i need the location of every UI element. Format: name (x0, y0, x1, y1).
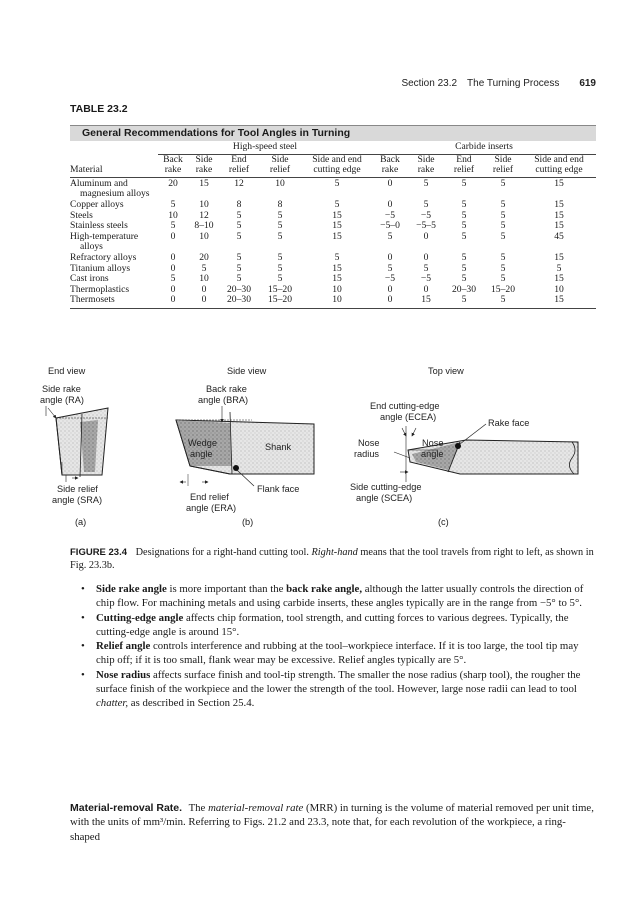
wedge-angle-label: Wedge (188, 438, 217, 448)
table-cell: 0 (170, 283, 176, 295)
col-header-top: Side (195, 153, 213, 165)
shank-label: Shank (265, 442, 292, 452)
col-header-bottom: rake (158, 165, 188, 177)
table-cell: −5 (420, 209, 432, 221)
table-cell: −5–5 (416, 220, 436, 232)
table-cell: 15 (408, 295, 444, 308)
flank-face-label: Flank face (257, 484, 300, 494)
material-name: Refractory alloys (70, 251, 137, 263)
material-cell (70, 232, 158, 253)
table-row (70, 232, 596, 253)
table-cell: 5 (170, 273, 176, 285)
material-name: Thermoplastics (70, 283, 130, 295)
table-cell: 12 (234, 177, 244, 189)
table-cell: 10 (302, 295, 372, 308)
col-header-top: Back (163, 153, 183, 165)
table-cell: 20–30 (220, 295, 258, 308)
table-cell: 15 (332, 209, 342, 221)
table-cell: 15 (332, 262, 342, 274)
bullet-term: Relief angle (96, 640, 151, 653)
col-header-bottom: cutting edge (522, 165, 596, 177)
table-cell: 0 (201, 283, 207, 295)
table-cell: 15 (522, 295, 596, 308)
table-cell: −5 (384, 209, 396, 221)
table-cell: 5 (277, 230, 283, 242)
table-cell: 0 (158, 295, 188, 308)
table-cell: 5 (334, 177, 340, 189)
side-relief-label: angle (SRA) (52, 495, 103, 505)
table-cell: 5 (461, 251, 467, 263)
table-cell: 15–20 (268, 283, 292, 295)
table-cell: 5 (461, 220, 467, 232)
table-cell: 15 (554, 198, 564, 210)
table-row (70, 200, 596, 211)
table-cell: 0 (423, 230, 429, 242)
col-header-bottom: rake (372, 165, 408, 177)
scea-label: angle (SCEA) (356, 493, 413, 503)
nose-angle-label: Nose (422, 438, 444, 448)
table-row (70, 295, 596, 308)
group-header-carbide: Carbide inserts (372, 142, 596, 154)
table-cell: −5 (384, 273, 396, 285)
col-header-top: Side (494, 153, 512, 165)
table-cell: 5 (556, 262, 562, 274)
list-item: • Nose radius affects surface finish and tool-tip strength. The smaller the nose radius (sharp tool), the rougher the surface finish of the workpiece and the lower the strength of the tool. However, large nose radii can lead to tool chatter, as described in Section 25.4. (81, 668, 581, 710)
ecea-label: End cutting-edge (370, 401, 440, 411)
table-cell: 5 (500, 177, 506, 189)
table-cell: 5 (461, 273, 467, 285)
table-cell: 5 (484, 295, 522, 308)
table-cell: 5 (423, 262, 429, 274)
side-rake-label: angle (RA) (40, 395, 84, 405)
figure-caption (70, 546, 595, 572)
table-cell: 5 (170, 220, 176, 232)
bullet-term: Side rake angle (96, 583, 167, 595)
col-header-bottom: relief (484, 165, 522, 177)
table-cell: 0 (423, 283, 429, 295)
paragraph-text: The (188, 802, 206, 814)
table-title-bar (70, 125, 596, 141)
col-header-top: Side and end (312, 153, 362, 165)
table-cell: 10 (199, 273, 209, 285)
table-cell: 5 (236, 220, 242, 232)
tool-angles-table (70, 142, 596, 309)
back-rake-label: angle (BRA) (198, 395, 249, 405)
col-header-top: End (456, 153, 472, 165)
col-header-bottom: cutting edge (302, 165, 372, 177)
table-cell: 0 (387, 198, 393, 210)
material-cell (70, 295, 158, 308)
top-view-title: Top view (428, 366, 464, 376)
table-cell: 8–10 (194, 220, 214, 232)
table-row (70, 253, 596, 264)
bullet-text: affects surface finish and tool-tip strength. The smaller the nose radius (sharp tool), the rougher the surface finish of the workpiece and the lower the strength of the tool. However, large nose radii can lead to tool (96, 668, 581, 696)
bullet-text: controls interference and rubbing at the tool–workpiece interface. If it is too large, the tool tip may chip off; if it is too small, flank wear may be excessive. Relief angles typically are 5°. (96, 640, 579, 667)
table-cell: 15 (554, 251, 564, 263)
table-cell: 20–30 (227, 283, 251, 295)
tool-angle-bullets (70, 582, 595, 711)
list-item: • Cutting-edge angle affects chip formation, tool strength, and cutting forces to various degrees. Typically, the cutting-edge angle is around 15°. (81, 611, 569, 638)
subfigure-b-label: (b) (242, 517, 254, 527)
figure-tool-designations (40, 362, 600, 537)
table-cell: 5 (461, 262, 467, 274)
col-header-bottom: relief (220, 165, 258, 177)
bullet-text: affects chip formation, tool strength, and cutting forces to various degrees. Typically, the cutting-edge angle is around 15°. (96, 611, 569, 638)
material-name: Steels (70, 209, 93, 221)
table-cell: 5 (444, 295, 484, 308)
rake-face-label: Rake face (488, 418, 530, 428)
table-cell: 5 (461, 230, 467, 242)
col-header-material: Material (70, 165, 158, 177)
table-cell: 15 (554, 209, 564, 221)
table-cell: 5 (277, 251, 283, 263)
table-cell: 15–20 (258, 295, 302, 308)
table-cell: 5 (423, 198, 429, 210)
table-cell: 15 (554, 273, 564, 285)
bullet-term: Cutting-edge angle (96, 611, 184, 624)
table-cell: 20 (199, 251, 209, 263)
side-view-title: Side view (227, 366, 267, 376)
table-cell: 0 (387, 283, 393, 295)
table-cell: 5 (500, 198, 506, 210)
table-cell: 5 (423, 177, 429, 189)
end-view-title: End view (48, 366, 86, 376)
table-cell: 20–30 (452, 283, 476, 295)
tool-diagram (40, 362, 600, 537)
table-cell: 5 (500, 273, 506, 285)
table-cell: 0 (170, 262, 176, 274)
table-cell: 5 (387, 262, 393, 274)
col-header-top: End (231, 153, 247, 165)
table-cell: 5 (277, 209, 283, 221)
bullet-emphasis: chatter, (96, 697, 129, 710)
table-cell: 5 (334, 198, 340, 210)
bullet-text: is more important than the (169, 583, 284, 595)
side-rake-label: Side rake (42, 384, 81, 394)
table-label: TABLE 23.2 (70, 103, 128, 115)
col-header-bottom: relief (444, 165, 484, 177)
table-cell: 5 (461, 198, 467, 210)
table-cell: 5 (201, 262, 207, 274)
table-cell: 5 (500, 220, 506, 232)
table-cell: −5–0 (380, 220, 400, 232)
material-name: High-temperature (70, 230, 139, 242)
table-cell: 0 (423, 251, 429, 263)
ecea-label: angle (ECEA) (380, 412, 437, 422)
subfigure-c-label: (c) (438, 517, 449, 527)
chapter-title: The Turning Process (467, 78, 560, 89)
material-name: Titanium alloys (70, 262, 131, 274)
material-name: Copper alloys (70, 198, 124, 210)
nose-radius-label: radius (354, 449, 380, 459)
table-cell: 5 (277, 273, 283, 285)
table-cell: 10 (554, 283, 564, 295)
table-cell: 5 (277, 220, 283, 232)
table-cell: 5 (334, 251, 340, 263)
table-cell: 10 (275, 177, 285, 189)
table-group-row (70, 142, 596, 154)
col-header-top: Side (271, 153, 289, 165)
table-cell: 5 (500, 230, 506, 242)
wedge-angle-label: angle (190, 449, 213, 459)
table-cell: 0 (387, 251, 393, 263)
caption-emphasis: Right-hand (311, 547, 358, 558)
page-number: 619 (579, 78, 596, 89)
table-cell: 5 (236, 273, 242, 285)
table-cell: 5 (236, 230, 242, 242)
table-cell: 15 (332, 230, 342, 242)
end-view-tool (46, 406, 108, 482)
table-cell: −5 (420, 273, 432, 285)
paragraph-emphasis: material-removal rate (208, 802, 304, 814)
material-name-cont: magnesium alloys (80, 188, 150, 200)
table-cell: 10 (199, 198, 209, 210)
table-cell: 0 (372, 295, 408, 308)
back-rake-label: Back rake (206, 384, 247, 394)
col-header-top: Side and end (534, 153, 584, 165)
table-cell: 5 (500, 209, 506, 221)
nose-angle-label: angle (421, 449, 444, 459)
list-item: • Side rake angle is more important than the back rake angle, although the latter usually controls the direction of chip flow. For machining metals and using carbide inserts, these angles typically are in the range from −5° to 5°. (81, 583, 584, 610)
col-header-bottom: relief (258, 165, 302, 177)
bullet-text: as described in Section 25.4. (130, 697, 255, 710)
table-cell: 15 (199, 177, 209, 189)
table-cell: 15 (554, 177, 564, 189)
list-item: • Relief angle controls interference and rubbing at the tool–workpiece interface. If it is too large, the tool tip may chip off; if it is too small, flank wear may be excessive. Relief angles typically are 5°. (81, 640, 579, 667)
table-cell: 5 (500, 262, 506, 274)
table-cell: 5 (236, 209, 242, 221)
table-cell: 5 (500, 251, 506, 263)
running-header (401, 78, 596, 89)
material-name: Stainless steels (70, 220, 128, 232)
section-label: Section 23.2 (401, 78, 458, 89)
table-cell: 8 (236, 198, 242, 210)
caption-label: FIGURE 23.4 (70, 547, 128, 558)
caption-text: means that the tool travels from right to left, as shown in Fig. 23.3b. (70, 547, 594, 571)
paragraph-text: (MRR) in turning is the volume of material removed per unit time, with the units of mm³/min. Referring to Figs. 21.2 and 23.3, note that, for each revolution of the workpiece, a ring-shaped (70, 802, 594, 843)
table-cell: 45 (554, 230, 564, 242)
table-cell: 0 (188, 295, 220, 308)
table-cell: 8 (277, 198, 283, 210)
table-cell: 5 (461, 177, 467, 189)
bullet-term: back rake angle, (286, 583, 363, 595)
table-cell: 0 (170, 230, 176, 242)
mrr-paragraph (70, 801, 595, 844)
table-cell: 5 (387, 230, 393, 242)
table-cell: 12 (199, 209, 209, 221)
table-cell: 15 (332, 273, 342, 285)
material-cell (70, 177, 158, 200)
bullet-term: Nose radius (96, 668, 151, 681)
table-cell: 5 (170, 198, 176, 210)
scea-label: Side cutting-edge (350, 482, 422, 492)
table-cell: 5 (277, 262, 283, 274)
table-header-row (70, 165, 596, 177)
bullet-text: although the latter usually controls the direction of chip flow. For machining metals and using carbide inserts, these angles typically are in the range from −5° to 5°. (96, 583, 584, 610)
table-cell: 0 (170, 251, 176, 263)
end-relief-label: End relief (190, 492, 229, 502)
col-header-bottom: rake (188, 165, 220, 177)
table-cell: 10 (332, 283, 342, 295)
table-cell: 0 (387, 177, 393, 189)
table-cell: 15 (554, 220, 564, 232)
table-row (70, 177, 596, 200)
table-cell: 20 (168, 177, 178, 189)
table-cell: 15 (332, 220, 342, 232)
side-relief-label: Side relief (57, 484, 98, 494)
table-cell: 5 (461, 209, 467, 221)
table-title: General Recommendations for Tool Angles in Turning (82, 127, 351, 139)
group-header-hss: High-speed steel (158, 142, 372, 154)
col-header-top: Back (380, 153, 400, 165)
table-cell: 10 (168, 209, 178, 221)
table-cell: 5 (236, 251, 242, 263)
material-name: Thermosets (70, 294, 115, 306)
table-cell: 10 (199, 230, 209, 242)
table-cell: 15–20 (491, 283, 515, 295)
caption-text: Designations for a right-hand cutting tool. (135, 547, 309, 558)
end-relief-label: angle (ERA) (186, 503, 237, 513)
col-header-bottom: rake (408, 165, 444, 177)
material-name: Aluminum and (70, 177, 128, 189)
material-name: Cast irons (70, 273, 109, 285)
nose-radius-label: Nose (358, 438, 380, 448)
material-name-cont: alloys (80, 241, 103, 253)
table-cell: 5 (236, 262, 242, 274)
col-header-top: Side (417, 153, 435, 165)
subfigure-a-label: (a) (75, 517, 87, 527)
paragraph-heading: Material-removal Rate. (70, 802, 183, 814)
